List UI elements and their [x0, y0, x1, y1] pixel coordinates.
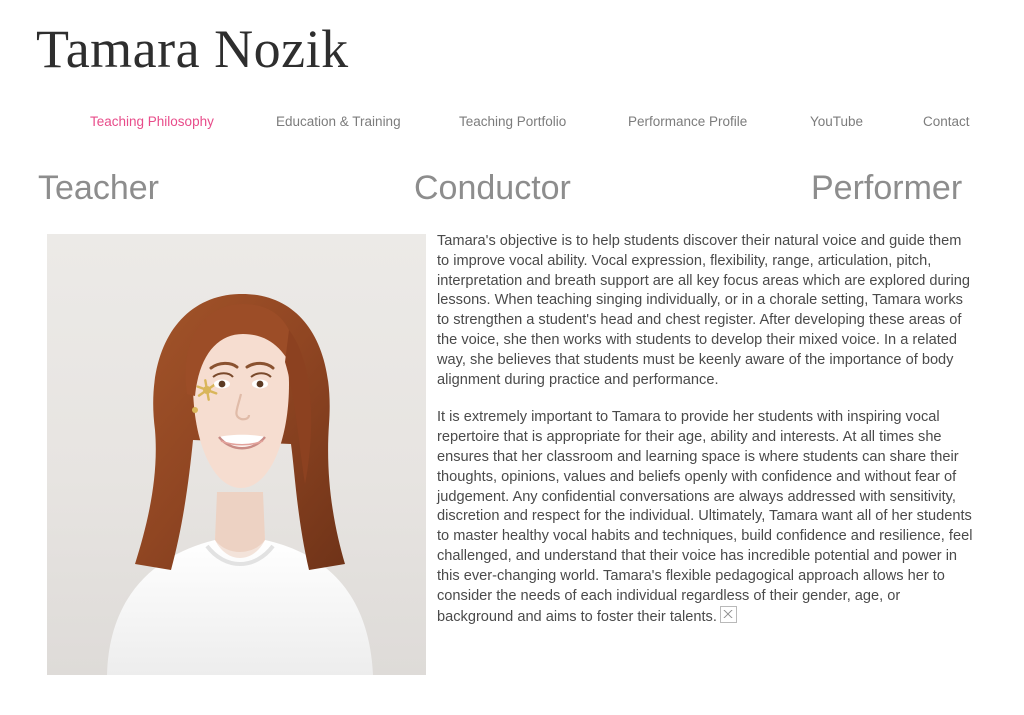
nav-item-youtube[interactable]: YouTube: [810, 114, 864, 129]
paragraph-2-wrapper: [437, 408, 977, 628]
philosophy-text: [437, 232, 977, 628]
headline-conductor: Conductor: [414, 169, 571, 207]
main-navigation: [0, 112, 1024, 142]
site-title: Tamara Nozik: [36, 19, 349, 79]
nav-item-education-training[interactable]: Education & Training: [276, 114, 401, 129]
portrait-photo: [47, 234, 426, 675]
headline-performer: Performer: [811, 169, 963, 207]
nav-item-contact[interactable]: Contact: [923, 114, 970, 129]
broken-image-icon: [720, 606, 737, 623]
paragraph-1: Tamara's objective is to help students discover their natural voice and guide them to improve vocal ability. Vocal expression, flexibility, range, articulation, pitch, interpretation and breath support are all key focus areas which are explored during lessons. When teaching singing individually, or in a chorale setting, Tamara works to strengthen a student's head and chest register. After developing these areas of the voice, she then works with students to develop their mixed voice. In a related way, she believes that students must be keenly aware of the importance of body alignment during practice and performance.: [437, 233, 970, 388]
nav-item-performance-profile[interactable]: Performance Profile: [628, 114, 748, 129]
nav-item-teaching-portfolio[interactable]: Teaching Portfolio: [459, 114, 567, 129]
headline-row: [0, 165, 1024, 215]
headline-teacher: Teacher: [38, 169, 159, 207]
nav-item-teaching-philosophy[interactable]: Teaching Philosophy: [90, 114, 214, 129]
paragraph-2: It is extremely important to Tamara to provide her students with inspiring vocal repertoire that is appropriate for their age, ability and interests. At all times she ensures that her classroom and learning space is where students can share their thoughts, opinions, values and beliefs openly with confidence and without fear of judgement. Any confidential conversations are always addressed with sensitivity, discretion and respect for the individual. Ultimately, Tamara want all of her students to master healthy vocal habits and techniques, build confidence and resilience, feel challenged, and understand that their voice has incredible potential and power in this ever-changing world. Tamara's flexible pedagogical approach allows her to consider the needs of each individual regardless of their gender, age, or background and aims to foster their talents.: [437, 409, 973, 626]
